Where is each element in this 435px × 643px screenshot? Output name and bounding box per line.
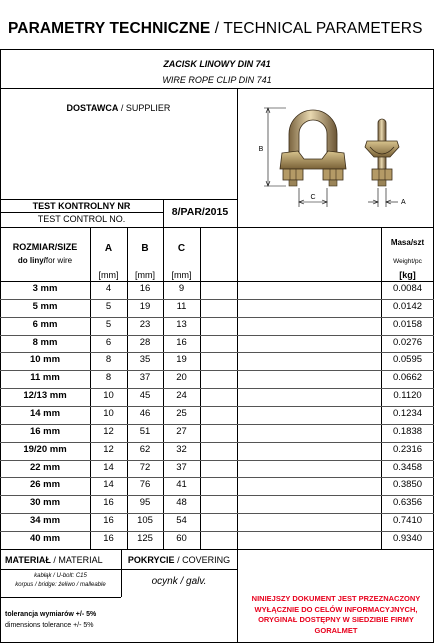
mass-cell: 0.9340 <box>392 533 423 544</box>
table-row <box>0 281 434 298</box>
b-cell: 19 <box>139 301 151 312</box>
b-cell: 23 <box>139 319 151 330</box>
size-cell: 30 mm <box>29 497 61 508</box>
a-cell: 4 <box>105 283 112 294</box>
test-control-label-pl: TEST KONTROLNY NR <box>32 201 131 211</box>
size-cell: 6 mm <box>32 319 58 330</box>
a-cell: 10 <box>103 390 114 401</box>
table-row <box>0 406 434 423</box>
mass-cell: 0.1838 <box>392 426 423 437</box>
table-row <box>0 370 434 387</box>
table-row <box>0 513 434 530</box>
mass-cell: 0.0084 <box>392 283 423 294</box>
col-c-header: C <box>177 243 186 254</box>
c-cell: 16 <box>176 337 187 348</box>
covering-value: ocynk / galv. <box>151 576 207 587</box>
table-row <box>0 424 434 441</box>
table-row <box>0 317 434 334</box>
size-cell: 40 mm <box>29 533 61 544</box>
b-cell: 35 <box>139 354 151 365</box>
tolerance-pl: tolerancja wymiarów +/- 5% <box>5 611 97 618</box>
b-cell: 45 <box>139 390 151 401</box>
a-cell: 16 <box>103 497 114 508</box>
wire-rope-clip-diagram <box>238 89 434 206</box>
supplier-label: DOSTAWCA / SUPPLIER <box>66 103 171 113</box>
b-cell: 62 <box>139 444 151 455</box>
material-label: MATERIAŁ / MATERIAL <box>5 555 103 565</box>
b-cell: 76 <box>139 479 151 490</box>
col-c-unit: [mm] <box>171 270 192 280</box>
c-cell: 37 <box>176 462 187 473</box>
b-cell: 105 <box>137 515 153 526</box>
mass-cell: 0.0595 <box>392 354 423 365</box>
size-header: ROZMIAR/SIZE <box>12 242 78 252</box>
table-row <box>0 495 434 512</box>
b-cell: 125 <box>137 533 153 544</box>
a-cell: 14 <box>103 479 114 490</box>
c-cell: 48 <box>176 497 187 508</box>
b-cell: 16 <box>139 283 151 294</box>
col-a-header: A <box>104 243 113 254</box>
page-title: PARAMETRY TECHNICZNE / TECHNICAL PARAMETERS <box>8 20 423 37</box>
size-cell: 34 mm <box>29 515 61 526</box>
a-cell: 8 <box>105 372 112 383</box>
clip-side-view <box>365 119 399 186</box>
col-a-unit: [mm] <box>98 270 119 280</box>
mass-cell: 0.1234 <box>392 408 423 419</box>
table-row <box>0 477 434 494</box>
product-name-pl: ZACISK LINOWY DIN 741 <box>163 59 271 69</box>
a-cell: 6 <box>105 337 112 348</box>
mass-cell: 0.0276 <box>392 337 423 348</box>
dim-a-label: A <box>401 199 406 206</box>
size-cell: 26 mm <box>29 479 61 490</box>
c-cell: 13 <box>176 319 187 330</box>
mass-cell: 0.7410 <box>392 515 423 526</box>
c-cell: 25 <box>176 408 187 419</box>
size-cell: 3 mm <box>32 283 58 294</box>
size-cell: 10 mm <box>29 354 61 365</box>
mass-cell: 0.0142 <box>392 301 423 312</box>
tolerance-en: dimensions tolerance +/- 5% <box>5 622 94 629</box>
test-control-number: 8/PAR/2015 <box>171 206 229 218</box>
c-cell: 20 <box>176 372 187 383</box>
c-cell: 11 <box>176 301 187 312</box>
mass-cell: 0.2316 <box>392 444 423 455</box>
dim-b-label: B <box>258 146 264 153</box>
covering-label: POKRYCIE / COVERING <box>127 555 231 565</box>
mass-cell: 0.1120 <box>393 390 422 401</box>
material-line-2: korpus / bridge: żeliwo / malleable <box>15 582 106 588</box>
size-cell: 19/20 mm <box>23 444 67 455</box>
b-cell: 51 <box>139 426 151 437</box>
size-cell: 22 mm <box>29 462 61 473</box>
a-cell: 10 <box>103 408 114 419</box>
a-cell: 12 <box>103 444 114 455</box>
table-row <box>0 388 434 405</box>
clip-front-view <box>280 110 346 186</box>
size-cell: 8 mm <box>32 337 58 348</box>
table-row <box>0 442 434 459</box>
mass-cell: 0.0158 <box>392 319 423 330</box>
mass-header: Masa/szt <box>390 238 425 247</box>
mass-cell: 0.6356 <box>392 497 423 508</box>
material-line-1: kabłąk / U-bolt: C15 <box>34 573 87 579</box>
c-cell: 9 <box>178 283 185 294</box>
mass-cell: 0.0662 <box>392 372 423 383</box>
mass-unit: [kg] <box>399 270 416 280</box>
size-cell: 14 mm <box>29 408 61 419</box>
a-cell: 5 <box>105 301 112 312</box>
size-header-sub: do liny/for wire <box>17 256 73 265</box>
b-cell: 95 <box>139 497 151 508</box>
size-cell: 12/13 mm <box>23 390 67 401</box>
table-row <box>0 352 434 369</box>
table-row <box>0 531 434 548</box>
c-cell: 32 <box>176 444 187 455</box>
c-cell: 54 <box>176 515 187 526</box>
c-cell: 19 <box>176 354 187 365</box>
a-cell: 16 <box>103 515 114 526</box>
a-cell: 14 <box>103 462 114 473</box>
table-row <box>0 299 434 316</box>
a-cell: 12 <box>103 426 114 437</box>
a-cell: 8 <box>105 354 112 365</box>
b-cell: 72 <box>139 462 151 473</box>
c-cell: 60 <box>176 533 187 544</box>
c-cell: 24 <box>176 390 187 401</box>
c-cell: 27 <box>176 426 187 437</box>
b-cell: 37 <box>139 372 151 383</box>
col-b-unit: [mm] <box>135 270 155 280</box>
c-cell: 41 <box>176 479 187 490</box>
size-cell: 16 mm <box>29 426 61 437</box>
b-cell: 46 <box>139 408 151 419</box>
table-row <box>0 460 434 477</box>
a-cell: 16 <box>103 533 114 544</box>
mass-cell: 0.3850 <box>392 479 423 490</box>
b-cell: 28 <box>139 337 151 348</box>
dim-c-label: C <box>310 194 316 201</box>
col-b-header: B <box>141 243 149 254</box>
size-cell: 5 mm <box>32 301 58 312</box>
a-cell: 5 <box>105 319 112 330</box>
mass-subheader: Weight/pc <box>393 258 422 265</box>
table-row <box>0 335 434 352</box>
test-control-label-en: TEST CONTROL NO. <box>37 214 126 224</box>
disclaimer-notice: NINIEJSZY DOKUMENT JEST PRZEZNACZONY WYŁĄCZNIE DO CELÓW INFORMACYJNYCH, ORYGINAŁ DOSTĘPNY W SIEDZIBIE FIRMY GORALMET <box>251 594 421 635</box>
size-cell: 11 mm <box>30 372 60 383</box>
product-name-en: WIRE ROPE CLIP DIN 741 <box>162 75 272 85</box>
mass-cell: 0.3458 <box>392 462 423 473</box>
